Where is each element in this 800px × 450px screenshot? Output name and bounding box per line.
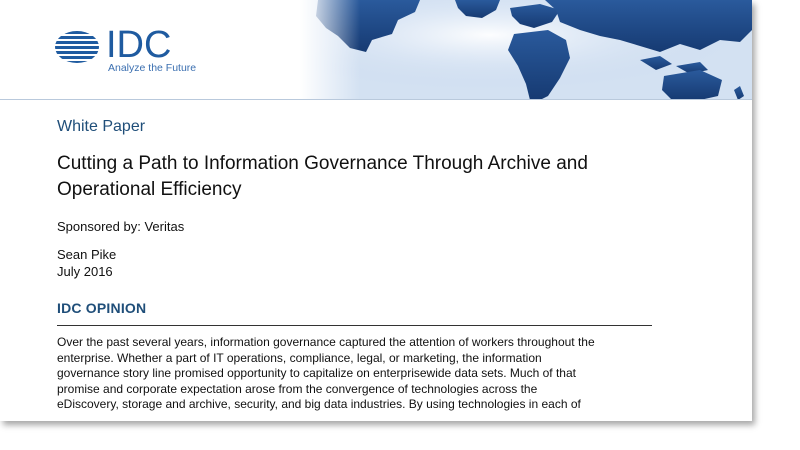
title-line: Operational Efficiency bbox=[57, 179, 242, 200]
author-block bbox=[57, 246, 116, 280]
body-line: enterprise. Whether a part of IT operations, compliance, legal, or marketing, the information bbox=[57, 350, 542, 365]
logo-tagline: Analyze the Future bbox=[108, 62, 197, 74]
logo-wordmark: IDC bbox=[106, 24, 172, 66]
idc-logo bbox=[54, 24, 214, 80]
publication-date: July 2016 bbox=[57, 264, 113, 279]
body-line: eDiscovery, storage and archive, security, and big data industries. By using technologies in each of bbox=[57, 397, 581, 411]
document-type: White Paper bbox=[57, 118, 146, 135]
body-line: promise and corporate expectation arose from the convergence of technologies across the bbox=[57, 381, 538, 396]
section-heading: IDC OPINION bbox=[57, 300, 147, 316]
globe-icon bbox=[54, 30, 100, 64]
document-title bbox=[57, 151, 697, 203]
header-divider bbox=[0, 99, 752, 100]
body-line: governance story line promised opportunity to capitalize on enterprisewide data sets. Much of that bbox=[57, 366, 576, 380]
section-divider bbox=[57, 325, 652, 326]
title-line: Cutting a Path to Information Governance Through Archive and bbox=[57, 153, 588, 174]
author-name: Sean Pike bbox=[57, 247, 117, 262]
body-line: Over the past several years, information governance captured the attention of workers throughout the bbox=[57, 335, 595, 349]
sponsor-line: Sponsored by: Veritas bbox=[57, 219, 185, 234]
section-body bbox=[57, 335, 657, 413]
